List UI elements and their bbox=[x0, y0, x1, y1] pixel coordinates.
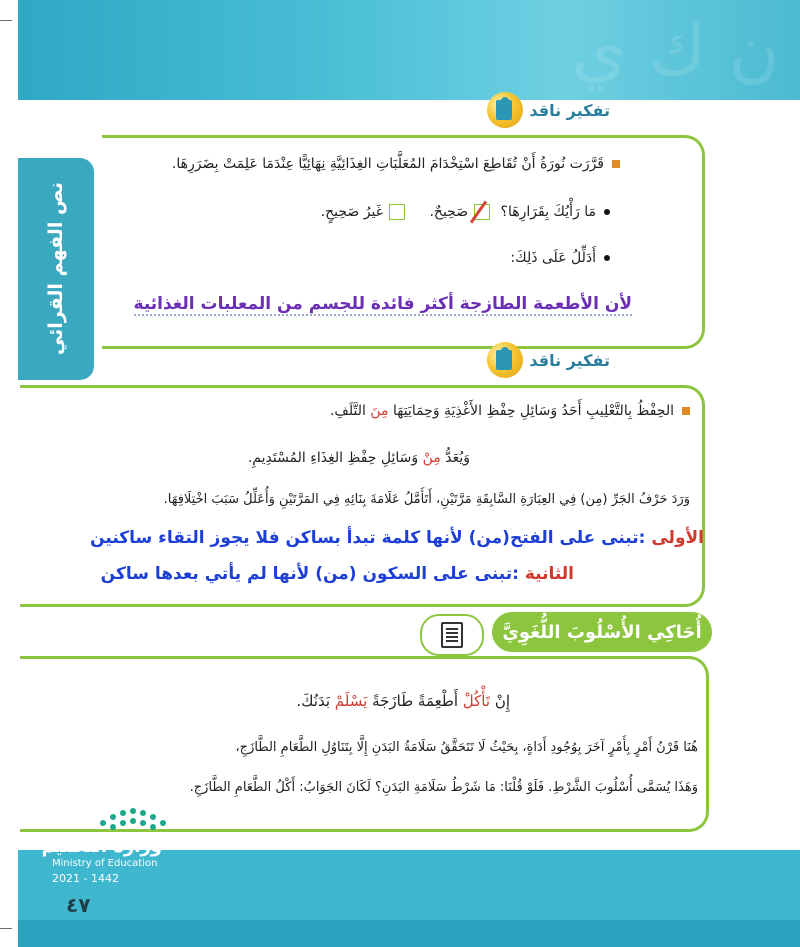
option-correct-label: صَحِيحٌ. bbox=[429, 204, 469, 220]
line2-end: وَسَائِلِ حِفْظِ الغِذَاءِ المُسْتَدِيمِ. bbox=[247, 450, 419, 466]
bullet-icon bbox=[604, 255, 610, 261]
bottom-band bbox=[18, 920, 800, 947]
answer-first-text: :تبنى على الفتح(من) لأنها كلمة تبدأ بساكن فلا يجوز التقاء ساكنين bbox=[90, 528, 646, 548]
ministry-name-ar: وزارة التعـليم bbox=[41, 836, 162, 857]
answer-second-text: :تبنى على السكون (من) لأنها لم يأتي بعدها ساكن bbox=[100, 564, 519, 584]
bullet-icon bbox=[604, 209, 610, 215]
answer-1: لأن الأطعمة الطازجة أكثر فائدة للجسم من المعلبات الغذائية bbox=[133, 294, 632, 314]
checkbox-incorrect[interactable] bbox=[389, 204, 405, 220]
ex-verb-2: يَسْلَمْ bbox=[334, 692, 368, 710]
logo-dots-icon bbox=[100, 800, 170, 836]
year-label: 2021 - 1442 bbox=[52, 872, 119, 885]
badge-label: تفكير ناقد bbox=[529, 100, 610, 120]
square-bullet-icon bbox=[682, 407, 690, 415]
answer-second-label: الثانية bbox=[524, 564, 574, 584]
crop-mark bbox=[0, 928, 12, 929]
answer-first bbox=[90, 528, 704, 548]
line1-text: الحِفْظُ بِالتَّعْلِيبِ أَحَدُ وَسَائِلِ حِفْظِ الأَغْذِيَةِ وَحِمَايَتِهَا bbox=[392, 403, 674, 419]
puzzle-icon bbox=[487, 342, 523, 378]
side-tab-label: نص الفهم القرائي bbox=[45, 182, 67, 356]
ex-verb-1: تَأْكُلْ bbox=[462, 692, 491, 710]
line1-end: التَّلَفِ. bbox=[329, 403, 366, 419]
ministry-name-en: Ministry of Education bbox=[52, 858, 158, 869]
question-line: وَرَدَ حَرْفُ الجَرِّ (مِن) فِي العِبَارَةِ السَّابِقَةِ مَرَّتَيْنِ، أَتَأَمَّلُ عَلَامَةَ بِنَائِهِ فِي المَرَّتَيْنِ وَأُعَلِّلُ سَبَبَ اخْتِلَافِهَا. bbox=[163, 492, 690, 507]
ministry-logo bbox=[40, 800, 162, 885]
section-header bbox=[420, 612, 712, 654]
ex-object: أَطْعِمَةً طَازَجَةً bbox=[372, 692, 458, 710]
document-icon bbox=[420, 614, 484, 656]
badge-label: تفكير ناقد bbox=[529, 350, 610, 370]
question-text: مَا رَأْيُكَ بِقَرَارِهَا؟ bbox=[500, 204, 596, 220]
side-tab bbox=[18, 158, 94, 380]
puzzle-icon bbox=[487, 92, 523, 128]
answer-second bbox=[101, 564, 574, 584]
line2-highlight: مِنْ bbox=[422, 450, 441, 466]
ex-end: بَدَنُكَ. bbox=[296, 692, 331, 710]
statement-text: قَرَّرَت نُورَةُ أَنْ تُقَاطِعَ اسْتِخْدَامَ المُعَلَّبَاتِ الغِذَائِيَّةِ نِهَائِيًّا عِنْدَمَا عَلِمَتْ بِضَرَرِهَا. bbox=[171, 156, 604, 172]
example-sentence bbox=[296, 692, 510, 710]
crop-mark bbox=[0, 20, 12, 21]
opinion-question bbox=[321, 204, 610, 220]
ex-word: إِنْ bbox=[494, 692, 510, 710]
option-incorrect-label: غَيرُ صَحِيحٍ. bbox=[320, 204, 383, 220]
checkbox-correct[interactable] bbox=[474, 204, 490, 220]
line1-highlight: مِنَ bbox=[370, 403, 389, 419]
page-number: ٤٧ bbox=[66, 893, 91, 917]
section-title: أُحَاكِي الأُسْلُوبَ اللُّغَوِيَّ bbox=[492, 612, 712, 652]
explanation-1: هُنَا قَرْنُ أَمْرٍ بِأَمْرٍ آخَرَ بِوُجُودِ أَدَاةٍ، بِحَيْثُ لَا تَتَحَقَّقُ سَلَامَةُ البَدَنِ إِلَّا بِتَنَاوُلِ الطَّعَامِ الطَّازَجِ، bbox=[235, 740, 698, 755]
decorative-pattern: ن ك ي bbox=[571, 9, 780, 91]
critical-thinking-badge-2 bbox=[487, 342, 610, 378]
prove-text: أَدَلِّلُ عَلَى ذَلِكَ: bbox=[510, 250, 596, 266]
preservation-line bbox=[330, 403, 690, 419]
line2-text: وَيُعَدُّ bbox=[445, 450, 470, 466]
top-banner bbox=[18, 0, 800, 100]
critical-thinking-badge bbox=[487, 92, 610, 128]
sustainable-line bbox=[248, 450, 470, 466]
statement bbox=[172, 156, 620, 172]
answer-first-label: الأولى bbox=[651, 528, 704, 548]
explanation-2: وَهَذَا يُسَمَّى أُسْلُوبَ الشَّرْطِ. فَلَوْ قُلْنَا: مَا شَرْطُ سَلَامَةِ البَدَنِ؟ لَكَانَ الجَوَابُ: أَكْلُ الطَّعَامِ الطَّازَجِ. bbox=[189, 780, 698, 795]
square-bullet-icon bbox=[612, 160, 620, 168]
prove-prompt bbox=[510, 250, 610, 266]
